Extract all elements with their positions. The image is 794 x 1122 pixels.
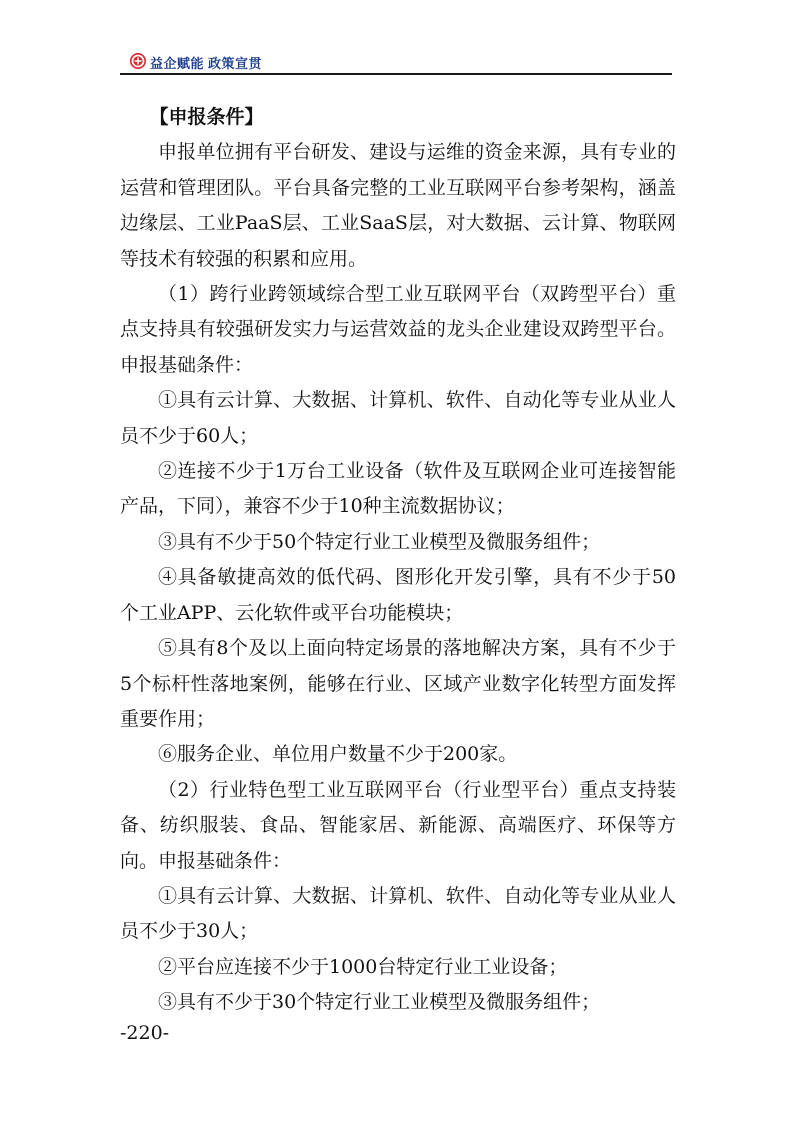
paragraph: ②平台应连接不少于1000台特定行业工业设备；	[158, 955, 568, 978]
page-number: -220-	[120, 1022, 170, 1044]
brand-name: 益企赋能	[150, 57, 205, 72]
paragraph: ④具备敏捷高效的低代码、图形化开发引擎，具有不少于50个工业APP、云化软件或平台功能模块；	[120, 566, 676, 624]
paragraph: ①具有云计算、大数据、计算机、软件、自动化等专业从业人员不少于30人；	[120, 884, 676, 943]
section-heading: 【申报条件】	[149, 106, 264, 128]
paragraph: ③具有不少于50个特定行业工业模型及微服务组件；	[158, 530, 601, 553]
paragraph: 申报单位拥有平台研发、建设与运维的资金来源，具有专业的运营和管理团队。平台具备完整的工业互联网平台参考架构，涵盖边缘层、工业PaaS层、工业SaaS层，对大数据、云计算、物联网等技术有较强的积累和应用。	[120, 141, 676, 270]
header-divider	[120, 73, 672, 75]
paragraph: ①具有云计算、大数据、计算机、软件、自动化等专业从业人员不少于60人；	[120, 389, 676, 447]
paragraph: ③具有不少于30个特定行业工业模型及微服务组件；	[158, 991, 601, 1014]
paragraph: ②连接不少于1万台工业设备（软件及互联网企业可连接智能产品，下同），兼容不少于10种主流数据协议；	[120, 460, 676, 518]
document-body	[120, 100, 676, 1021]
paragraph: （1）跨行业跨领域综合型工业互联网平台（双跨型平台）重点支持具有较强研发实力与运营效益的龙头企业建设双跨型平台。申报基础条件：	[120, 283, 676, 376]
brand-slogan: 政策宣贯	[208, 57, 263, 72]
page-header	[120, 52, 672, 74]
logo-icon	[130, 53, 146, 69]
paragraph: ⑤具有8个及以上面向特定场景的落地解决方案，具有不少于5个标杆性落地案例，能够在行业、区域产业数字化转型方面发挥重要作用；	[120, 637, 676, 730]
paragraph: ⑥服务企业、单位用户数量不少于200家。	[158, 743, 518, 766]
paragraph: （2）行业特色型工业互联网平台（行业型平台）重点支持装备、纺织服装、食品、智能家居、新能源、高端医疗、环保等方向。申报基础条件：	[120, 778, 676, 872]
brand-title	[150, 53, 262, 72]
